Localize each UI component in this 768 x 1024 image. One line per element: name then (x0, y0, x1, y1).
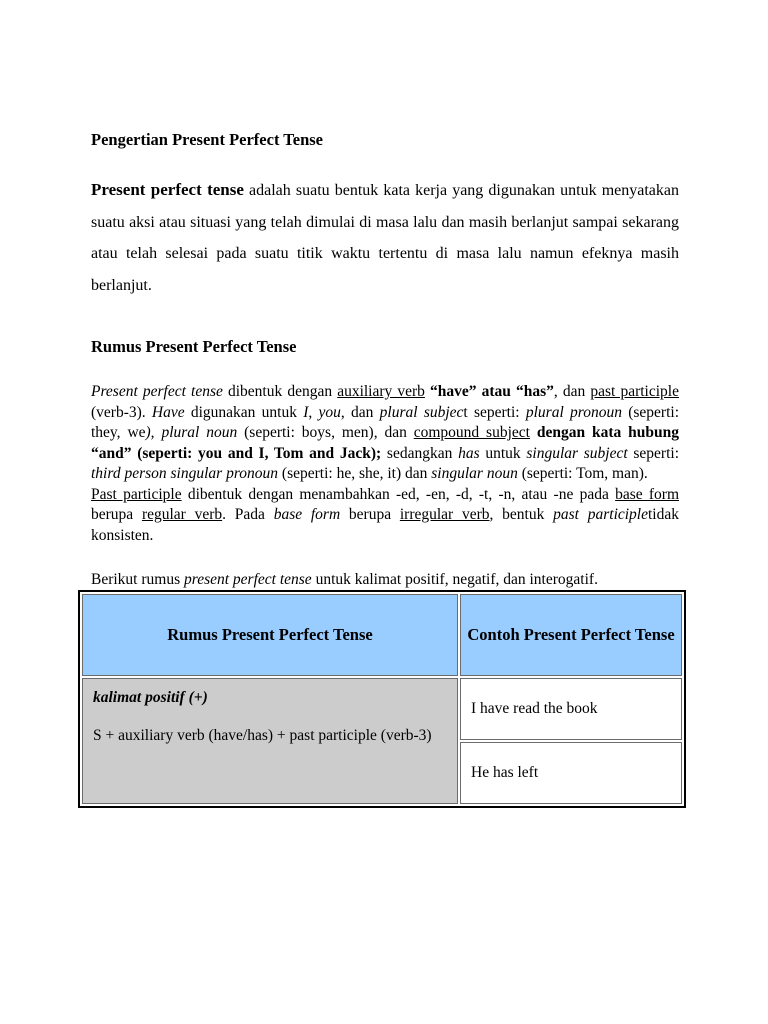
link-compound-subject[interactable]: compound subject (413, 424, 530, 441)
link-irregular-verb[interactable]: irregular verb (399, 506, 490, 523)
table-header-row (82, 594, 682, 676)
sentence-type-label: kalimat positif (+) (93, 689, 208, 706)
header-formula: Rumus Present Perfect Tense (82, 594, 458, 676)
formula-text: S + auxiliary verb (have/has) + past participle (verb-3) (93, 727, 432, 744)
link-past-participle-2[interactable]: Past participle (91, 485, 182, 503)
term-bold: Present perfect tense (91, 180, 244, 199)
formula-cell (82, 678, 458, 804)
link-auxiliary-verb[interactable]: auxiliary verb (337, 383, 425, 400)
formula-table (78, 590, 686, 808)
link-past-participle[interactable]: past participle (590, 383, 679, 400)
link-regular-verb[interactable]: regular verb (141, 506, 223, 523)
definition-paragraph: Present perfect tense adalah suatu bentuk kata kerja yang digunakan untuk menyatakan suatu aksi atau situasi yang telah dimulai di masa lalu dan masih berlanjut sampai sekarang atau telah selesai pada suatu titik waktu tertentu di masa lalu namun efeknya masih berlanjut. (91, 180, 679, 294)
table-row (82, 678, 682, 740)
formula-explanation: Present perfect tense dibentuk dengan auxiliary verb “have” atau “has”, dan past participle (verb-3). Have digunakan untuk I, you, dan plural subject seperti: plural pronoun (seperti: they, we), plural noun (seperti: boys, men), dan compound subject dengan kata hubung “and” (seperti: you and I, Tom and Jack); sedangkan has untuk singular subject seperti: third person singular pronoun (seperti: he, she, it) dan singular noun (seperti: Tom, man). Past participle dibentuk dengan menambahkan -ed, -en, -d, -t, -n, atau -ne pada base form berupa regular verb. Pada base form berupa irregular verb, bentuk past participletidak konsisten. (91, 383, 680, 544)
section-heading-formula: Rumus Present Perfect Tense (91, 337, 297, 356)
section-heading-definition: Pengertian Present Perfect Tense (91, 130, 323, 149)
link-base-form[interactable]: base form (615, 485, 680, 503)
header-example: Contoh Present Perfect Tense (460, 594, 682, 676)
example-cell: I have read the book (460, 678, 682, 740)
table-intro: Berikut rumus present perfect tense untuk kalimat positif, negatif, dan interogatif. (91, 571, 598, 588)
example-cell: He has left (460, 742, 682, 804)
